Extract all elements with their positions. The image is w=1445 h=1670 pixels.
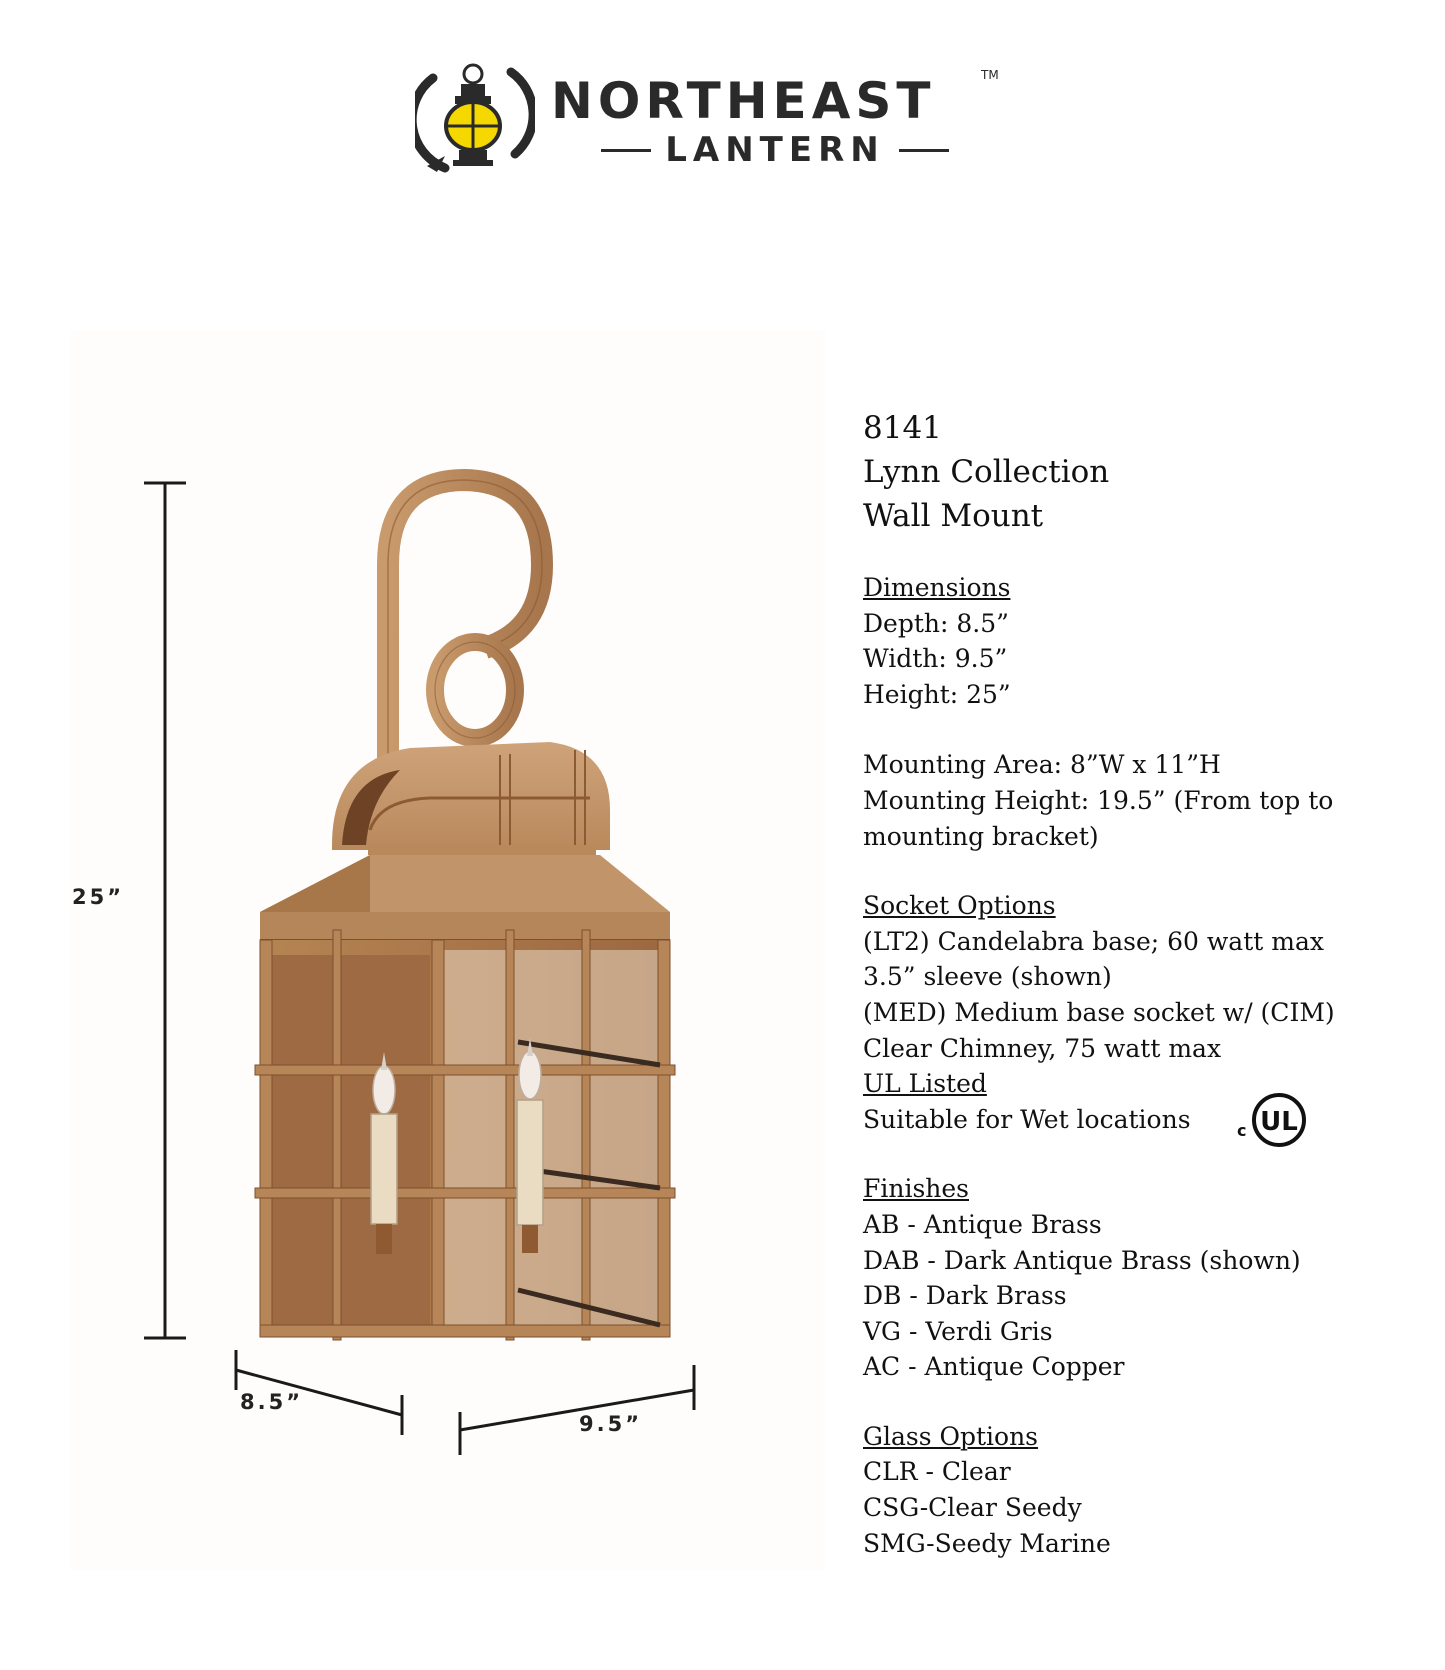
brand-rule-left	[601, 149, 651, 152]
ul-prefix: c	[1237, 1120, 1247, 1140]
trademark-symbol: TM	[981, 68, 999, 82]
socket-option-line: Clear Chimney, 75 watt max	[863, 1033, 1222, 1063]
lantern-roof	[260, 855, 670, 940]
finish-item: DB - Dark Brass	[863, 1281, 1067, 1311]
wet-locations-text: Suitable for Wet locations	[863, 1104, 1191, 1134]
width-dimension-label: 9.5”	[579, 1412, 643, 1436]
width-dimension-line	[460, 1365, 694, 1455]
glass-option-item: CSG-Clear Seedy	[863, 1493, 1082, 1523]
dimension-depth: Depth: 8.5”	[863, 608, 1009, 638]
collection-name: Lynn Collection	[863, 454, 1110, 490]
mounting-height-line2: mounting bracket)	[863, 821, 1099, 851]
glass-options-heading: Glass Options	[863, 1421, 1038, 1451]
spec-sheet	[863, 406, 1433, 1561]
product-photo	[70, 330, 825, 1570]
ul-row	[863, 1102, 1433, 1138]
dimension-width: Width: 9.5”	[863, 644, 1008, 674]
finish-item: VG - Verdi Gris	[863, 1316, 1053, 1346]
candle-left	[371, 1052, 397, 1254]
mounting-height-line1: Mounting Height: 19.5” (From top to	[863, 785, 1334, 815]
candle-right	[517, 1038, 543, 1253]
finishes-heading: Finishes	[863, 1174, 969, 1204]
finish-item: AB - Antique Brass	[863, 1209, 1102, 1239]
mounting-area: Mounting Area: 8”W x 11”H	[863, 750, 1221, 780]
model-number: 8141	[863, 410, 942, 446]
depth-dimension-label: 8.5”	[240, 1390, 304, 1414]
brand-name-bottom: LANTERN	[665, 130, 885, 170]
scroll-bracket	[388, 480, 542, 785]
mount-type: Wall Mount	[863, 498, 1044, 534]
finishes-section	[863, 1171, 1433, 1385]
ul-certification-icon	[1235, 1090, 1311, 1148]
socket-options-section	[863, 888, 1433, 1140]
glass-option-item: CLR - Clear	[863, 1457, 1011, 1487]
brand-rule-right	[899, 149, 949, 152]
height-dimension-line	[144, 483, 186, 1338]
lantern-illustration	[70, 330, 825, 1570]
ul-listed-heading: UL Listed	[863, 1069, 987, 1099]
finish-item: DAB - Dark Antique Brass (shown)	[863, 1245, 1301, 1275]
lantern-body	[255, 930, 675, 1340]
finish-item: AC - Antique Copper	[863, 1352, 1125, 1382]
lantern-logo-icon	[415, 58, 535, 178]
brand-name-top: NORTHEAST	[551, 72, 936, 130]
dimensions-heading: Dimensions	[863, 573, 1011, 602]
socket-option-line: (MED) Medium base socket w/ (CIM)	[863, 997, 1335, 1027]
socket-options-heading: Socket Options	[863, 891, 1056, 921]
lantern-hood	[332, 742, 610, 855]
brand-logo	[415, 58, 1015, 178]
glass-options-section	[863, 1419, 1433, 1561]
brand-name-bottom-row	[555, 130, 995, 170]
glass-option-item: SMG-Seedy Marine	[863, 1528, 1111, 1558]
ul-mark-text: UL	[1260, 1106, 1298, 1137]
dimensions-section	[863, 570, 1433, 854]
dimension-height: Height: 25”	[863, 679, 1011, 709]
socket-option-line: (LT2) Candelabra base; 60 watt max	[863, 926, 1324, 956]
height-dimension-label: 25”	[72, 885, 125, 909]
socket-option-line: 3.5” sleeve (shown)	[863, 962, 1112, 992]
